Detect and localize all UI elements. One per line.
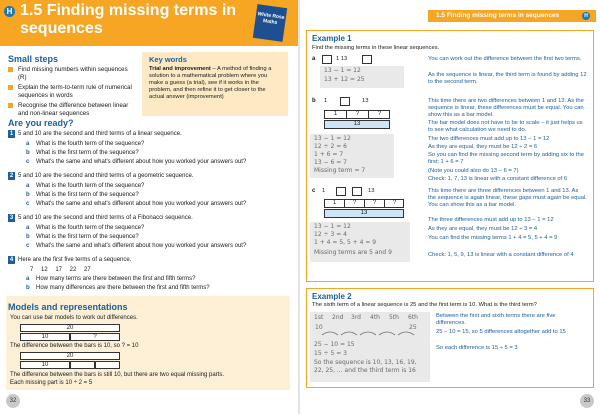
part-text: How many terms are there between the first and fifth terms?: [36, 276, 196, 282]
bar-model-total: 20: [20, 352, 120, 360]
question-part: [26, 234, 288, 241]
working-line: Missing terms are 5 and 9: [314, 249, 392, 256]
bar-model-total: 13: [324, 209, 404, 218]
question-number: 3: [9, 215, 14, 221]
page-title: 1.5 Finding missing terms in sequences: [20, 2, 237, 37]
part-a-label: a: [312, 56, 316, 62]
bar-cell: ?: [365, 200, 385, 207]
key-word-definition: [149, 66, 281, 101]
key-word-term: Trial and improvement: [149, 66, 211, 72]
working-line: 25 − 10 = 15: [314, 341, 355, 348]
ordinal-label: 5th: [389, 314, 399, 321]
question-part: [26, 150, 288, 157]
bar-cell: ?: [345, 200, 365, 207]
explanation-note: The bar model does not have to be to scale – it just helps us to see what calculation we need to do.: [428, 120, 583, 133]
question-part: [26, 159, 288, 166]
part-label: b: [26, 234, 30, 240]
question-part: [26, 201, 288, 208]
question-part: [26, 225, 288, 232]
part-b-label: b: [312, 98, 316, 104]
key-words-box: [142, 52, 288, 116]
are-you-ready-heading: Are you ready?: [8, 118, 74, 128]
bar-cell: ?: [377, 111, 382, 117]
explanation-note: Between the first and sixth terms there are five differences.: [436, 313, 556, 326]
working-line: 1 + 4 = 5, 5 + 4 = 9: [314, 239, 377, 246]
part-text: What is the fourth term of the sequence?: [36, 141, 145, 147]
explanation-note: Check: 1, 5, 9, 13 is linear with a constant difference of 4: [428, 252, 574, 258]
bar-model-total: 20: [20, 324, 120, 332]
example-1-heading: Example 1: [312, 34, 352, 43]
question-part: [26, 183, 288, 190]
question-number: 2: [9, 173, 14, 179]
example-2-heading: Example 2: [312, 292, 352, 301]
explanation-note: The two differences must add up to 13 − 1 = 12: [428, 136, 550, 142]
question-text: 5 and 10 are the second and third terms of a geometric sequence.: [18, 173, 194, 179]
explanation-note: So each difference is 15 ÷ 5 = 3: [436, 345, 518, 351]
sequence-box: [362, 55, 372, 64]
ordinal-label: 3rd: [351, 314, 361, 321]
small-steps-list: [8, 66, 138, 120]
part-label: c: [26, 159, 30, 165]
ordinal-label: 4th: [370, 314, 380, 321]
sequence-box: [336, 187, 346, 196]
explanation-note: As the sequence is linear, the third term is found by adding 12 to the second term.: [428, 72, 587, 85]
working-line: 12 ÷ 2 = 6: [314, 143, 347, 150]
models-line: Each missing part is 10 ÷ 2 = 5: [10, 380, 93, 386]
bar-model-missing-part: [70, 361, 95, 369]
models-heading: Models and representations: [8, 302, 128, 312]
question-text: 5 and 10 are the second and third terms of a linear sequence.: [18, 131, 182, 137]
page-number: 32: [6, 394, 20, 408]
part-text: How many differences are there between the first and fifth terms?: [36, 285, 210, 291]
bar-model-unknown: ?: [70, 333, 120, 341]
small-step-item: Explain the term-to-term rule of numerical sequences in words: [8, 84, 138, 99]
question-text: 5 and 10 are the second and third terms of a Fibonacci sequence.: [18, 215, 193, 221]
bar-model-part: 10: [20, 361, 70, 369]
sequence-box: [352, 187, 362, 196]
part-label: a: [26, 183, 30, 189]
part-text: What is the first term of the sequence?: [36, 234, 139, 240]
part-label: a: [26, 141, 30, 147]
bar-model-part: 10: [20, 333, 70, 341]
part-label: b: [26, 150, 30, 156]
part-text: What's the same and what's different about how you worked your answers out?: [36, 159, 247, 165]
lesson-header: [0, 0, 298, 46]
part-label: a: [26, 276, 30, 282]
bar-model-parts: [324, 110, 390, 119]
question-part: [26, 276, 288, 283]
question-part: [26, 285, 288, 292]
part-label: b: [26, 192, 30, 198]
sequence-known-terms: 1 13: [336, 56, 348, 62]
explanation-note: As they are equal, they must be 12 ÷ 2 = 6: [428, 144, 538, 150]
part-label: a: [26, 225, 30, 231]
part-label: b: [26, 285, 30, 291]
part-label: c: [26, 201, 30, 207]
question-part: [26, 192, 288, 199]
known-term: 10: [315, 324, 323, 331]
working-line: 13 − 1 = 12: [314, 223, 351, 230]
part-c-label: c: [312, 188, 316, 194]
explanation-note: The three differences must add up to 13 − 1 = 12: [428, 217, 554, 223]
working-line: 13 − 6 = 7: [314, 159, 347, 166]
explanation-note: This time there are three differences between 1 and 13. As the sequence is again linear, these gaps must again be equal. You can show this as a bar model.: [428, 188, 587, 208]
sequence-last-term: 13: [368, 188, 375, 194]
working-line: Missing term = 7: [314, 167, 366, 174]
models-intro: You can use bar models to work out differences.: [10, 315, 138, 321]
sequence-last-term: 13: [362, 98, 369, 104]
part-text: What's the same and what's different about how you worked your answers out?: [36, 201, 247, 207]
small-steps-heading: Small steps: [8, 54, 59, 64]
question-text: Here are the first five terms of a sequence.: [18, 257, 132, 263]
key-word-definition-text: – A method of finding a solution to a mathematical problem where you make a guess (a trial), see if it works in the problem, and then refine it to get closer to the actual answer (improvement): [149, 66, 272, 100]
bar-model-total: 13: [324, 120, 390, 129]
left-page: [0, 0, 298, 414]
part-label: c: [26, 243, 30, 249]
small-step-item: Recognise the difference between linear and non-linear sequences: [8, 102, 138, 117]
explanation-note: As they are equal, they must be 12 ÷ 3 = 4: [428, 226, 538, 232]
part-text: What is the first term of the sequence?: [36, 192, 139, 198]
working-line: 13 − 1 = 12: [324, 67, 361, 74]
bar-cell: ?: [347, 111, 369, 118]
question-number: 4: [9, 257, 14, 263]
small-step-item: Find missing numbers within sequences (R): [8, 66, 138, 81]
working-line: 12 ÷ 3 = 4: [314, 231, 347, 238]
part-text: What's the same and what's different about how you worked your answers out?: [36, 243, 247, 249]
explanation-note: 25 − 10 = 15, so 5 differences altogether add to 15: [436, 329, 566, 335]
running-header: 1.5 Finding missing terms in sequences: [436, 12, 560, 19]
bar-cell: ?: [392, 200, 397, 206]
example-1-intro: Find the missing terms in these linear sequences.: [312, 45, 440, 51]
explanation-note: So you can find the missing second term by adding six to the first; 1 + 6 = 7: [428, 152, 584, 165]
models-line: The difference between the bars is still 10, but there are two equal missing parts.: [10, 372, 225, 378]
sequence-box: [340, 97, 350, 106]
working-line: 15 ÷ 5 = 3: [314, 350, 347, 357]
explanation-note: Check: 1, 7, 13 is linear with a constant difference of 6: [428, 176, 568, 182]
sequence-first-term: 1: [322, 188, 326, 194]
white-rose-maths-logo: White Rose Maths: [253, 4, 287, 42]
sequence-box: [322, 55, 332, 64]
sequence-terms: 7 12 17 22 27: [30, 267, 91, 273]
higher-tier-badge: H: [4, 6, 15, 17]
ordinal-label: 2nd: [332, 314, 344, 321]
question-part: [26, 243, 288, 250]
working-line: 13 + 12 = 25: [324, 76, 365, 83]
bar-cell: 1: [325, 111, 347, 118]
sequence-first-term: 1: [324, 98, 328, 104]
question-number: 1: [9, 131, 14, 137]
working-line: So the sequence is 10, 13, 16, 19, 22, 25, ... and the third term is 16: [314, 359, 417, 374]
bar-model-parts: [324, 199, 404, 208]
part-text: What is the first term of the sequence?: [36, 150, 139, 156]
difference-arcs: [320, 329, 416, 337]
part-text: What is the fourth term of the sequence?: [36, 225, 145, 231]
working-line: 13 − 1 = 12: [314, 135, 351, 142]
ordinal-label: 1st: [314, 314, 324, 321]
explanation-note: (Note you could also do 13 − 6 = 7): [428, 168, 519, 174]
key-words-heading: Key words: [149, 55, 187, 64]
example-2-intro: The sixth term of a linear sequence is 25 and the first term is 10. What is the third term?: [312, 302, 537, 308]
known-term: 25: [409, 324, 417, 331]
explanation-note: This time there are two differences between 1 and 13. As the sequence is linear, these differences must be equal. You can show this as a bar model.: [428, 98, 584, 118]
right-page: [300, 0, 600, 414]
models-line: The difference between the bars is 10, so ? = 10: [10, 343, 139, 349]
part-text: What is the fourth term of the sequence?: [36, 183, 145, 189]
question-part: [26, 141, 288, 148]
bar-cell: 1: [325, 200, 345, 207]
working-line: 1 + 6 = 7: [314, 151, 344, 158]
ordinal-label: 6th: [408, 314, 418, 321]
explanation-note: You can work out the difference between the first two terms.: [428, 56, 582, 62]
higher-tier-badge: H: [582, 12, 590, 20]
explanation-note: You can find the missing terms 1 + 4 = 5, 5 + 4 = 9: [428, 235, 558, 241]
bar-model-missing-part: [95, 361, 120, 369]
page-number: 33: [580, 394, 594, 408]
